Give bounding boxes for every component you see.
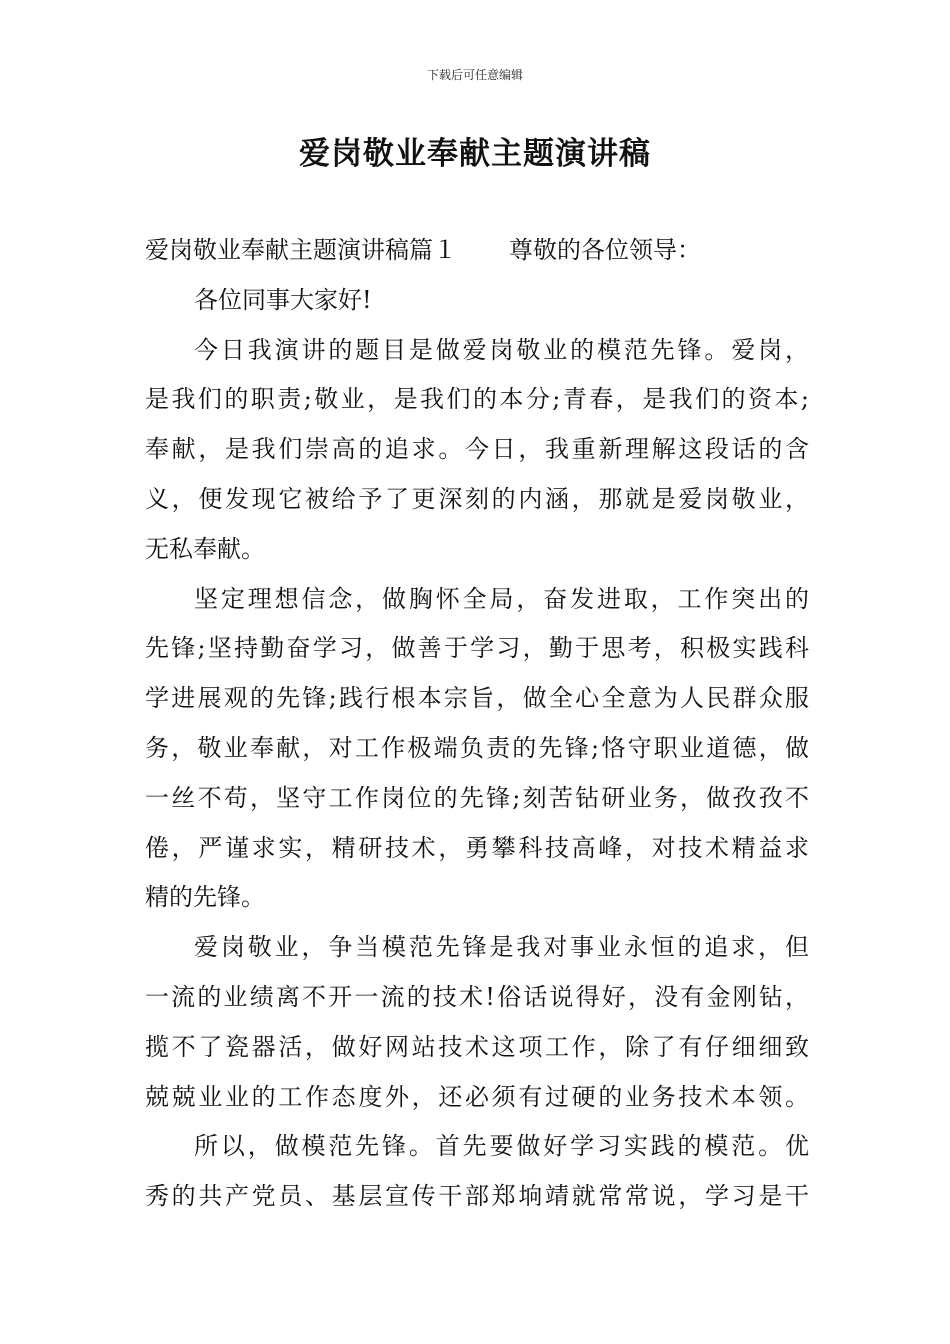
text-line: 所以，做模范先锋。首先要做好学习实践的模范。优: [194, 1132, 809, 1161]
text-line: 倦，严谨求实，精研技术，勇攀科技高峰，对技术精益求: [145, 833, 809, 862]
text-line: 是我们的职责;敬业，是我们的本分;青春，是我们的资本;: [145, 385, 809, 414]
document-body: [145, 226, 809, 1222]
document-title: 爱岗敬业奉献主题演讲稿: [299, 136, 651, 172]
section-label: 爱岗敬业奉献主题演讲稿篇１: [145, 236, 457, 264]
text-line: 义，便发现它被给予了更深刻的内涵，那就是爱岗敬业，: [145, 484, 809, 513]
text-line: 先锋;坚持勤奋学习，做善于学习，勤于思考，积极实践科: [145, 634, 809, 663]
text-line: 一流的业绩离不开一流的技术!俗话说得好，没有金刚钻，: [145, 982, 809, 1011]
text-line: 坚定理想信念，做胸怀全局，奋发进取，工作突出的: [194, 584, 809, 613]
text-line: 今日我演讲的题目是做爱岗敬业的模范先锋。爱岗，: [194, 335, 809, 364]
text-line: 精的先锋。: [145, 883, 265, 912]
text-line: 务，敬业奉献，对工作极端负责的先锋;恪守职业道德，做: [145, 733, 809, 762]
header-note: 下载后可任意编辑: [426, 68, 523, 82]
text-line: 一丝不苟，坚守工作岗位的先锋;刻苦钻研业务，做孜孜不: [145, 783, 809, 812]
text-line: 爱岗敬业，争当模范先锋是我对事业永恒的追求，但: [194, 933, 809, 962]
salutation: 尊敬的各位领导：: [509, 236, 701, 264]
text-line: 奉献，是我们崇高的追求。今日，我重新理解这段话的含: [145, 435, 809, 464]
text-line: 各位同事大家好!: [194, 285, 372, 314]
text-line: 无私奉献。: [145, 534, 265, 563]
text-line: 学进展观的先锋;践行根本宗旨，做全心全意为人民群众服: [145, 684, 809, 713]
text-line: 秀的共产党员、基层宣传干部郑垧靖就常常说，学习是干: [145, 1182, 809, 1211]
text-line: 揽不了瓷器活，做好网站技术这项工作，除了有仔细细致: [145, 1032, 809, 1061]
intro-line: [145, 226, 809, 276]
text-line: 兢兢业业的工作态度外，还必须有过硬的业务技术本领。: [145, 1082, 809, 1111]
